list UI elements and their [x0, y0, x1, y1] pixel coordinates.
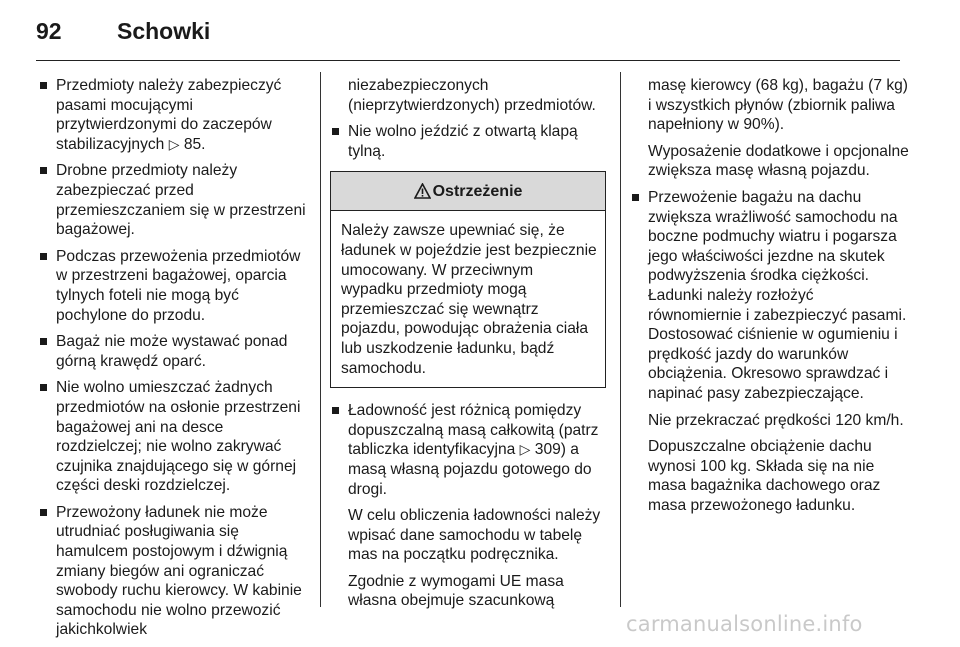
bullet-icon: [632, 194, 639, 201]
continued-text: niezabezpieczonych (nieprzytwierdzonych) przedmiotów.: [348, 77, 596, 114]
page-number: 92: [36, 17, 62, 44]
paragraph: Dopuszczalne obciążenie dachu wynosi 100 kg. Składa się na nie masa bagażnika dachowego oraz masa przewożonego ładunku.: [648, 438, 881, 514]
list-item: Ładowność jest różnicą pomiędzy dopuszczalną masą całkowitą (patrz tabliczka identyfikacyjna ▷ 309) a masą własną pojazdu gotowego do drogi.: [330, 401, 606, 499]
column-1: [38, 76, 308, 647]
page-reference-icon: ▷: [168, 135, 180, 152]
bullet-icon: [332, 407, 339, 414]
page-title: Schowki: [117, 17, 211, 44]
bullet-icon: [40, 384, 47, 391]
warning-box: [330, 171, 606, 388]
page-reference-icon: ▷: [519, 441, 531, 458]
warning-header: [331, 172, 605, 211]
paragraph: Zgodnie z wymogami UE masa własna obejmuje szacunkową: [348, 572, 564, 610]
header-rule: [36, 60, 900, 61]
bullet-icon: [40, 82, 47, 89]
warning-title: Ostrzeżenie: [432, 182, 523, 200]
bullet-icon: [40, 338, 47, 345]
list-item: Nie wolno umieszczać żadnych przedmiotów na osłonie przestrzeni bagażowej ani na desce rozdzielczej; nie wolno zakrywać czujnika znajdującego się w górnej części deski rozdzielczej.: [38, 378, 308, 496]
page-header: [36, 10, 210, 52]
paragraph: Nie przekraczać prędkości 120 km/h.: [648, 411, 904, 429]
list-item: Bagaż nie może wystawać ponad górną krawędź oparć.: [38, 332, 308, 371]
paragraph: Wyposażenie dodatkowe i opcjonalne zwiększa masę własną pojazdu.: [648, 142, 909, 180]
bullet-icon: [332, 128, 339, 135]
column-2: [330, 76, 606, 618]
list-item: Nie wolno jeździć z otwartą klapą tylną.: [330, 122, 606, 161]
warning-text: Należy zawsze upewniać się, że ładunek w pojeździe jest bezpiecznie umocowany. W przeciwnym wypadku przedmioty mogą przemieszczać się wewnątrz pojazdu, powodując obrażenia ciała lub uszkodzenie ładunku, bądź samochodu.: [341, 222, 597, 377]
list-item: Podczas przewożenia przedmiotów w przestrzeni bagażowej, oparcia tylnych foteli nie mogą być pochylone do przodu.: [38, 247, 308, 325]
list-item: Drobne przedmioty należy zabezpieczać przed przemieszczaniem się w przestrzeni bagażowej.: [38, 161, 308, 239]
warning-triangle-icon: [414, 183, 431, 199]
column-divider-2: [620, 72, 621, 607]
continued-text: masę kierowcy (68 kg), bagażu (7 kg) i wszystkich płynów (zbiornik paliwa napełniony w 90%).: [648, 77, 908, 134]
column-3: [630, 76, 910, 522]
list-item: Przedmioty należy zabezpieczyć pasami mocującymi przytwierdzonymi do zaczepów stabilizacyjnych ▷ 85.: [38, 76, 308, 154]
bullet-icon: [40, 253, 47, 260]
bullet-icon: [40, 509, 47, 516]
column-divider-1: [320, 72, 321, 607]
watermark: carmanualsonline.info: [626, 612, 863, 636]
list-item: Przewożenie bagażu na dachu zwiększa wrażliwość samochodu na boczne podmuchy wiatru i pogarsza jego właściwości jezdne na skutek podwyższenia środka ciężkości. Ładunki należy rozłożyć równomiernie i zabezpieczyć pasami. Dostosować ciśnienie w ogumieniu i prędkość jazdy do warunków obciążenia. Okresowo sprawdzać i napinać pasy zabezpieczające.: [630, 188, 910, 404]
bullet-icon: [40, 167, 47, 174]
paragraph: W celu obliczenia ładowności należy wpisać dane samochodu w tabelę mas na początku podręcznika.: [348, 507, 601, 564]
list-item: Przewożony ładunek nie może utrudniać posługiwania się hamulcem postojowym i dźwignią zmiany biegów ani ograniczać swobody ruchu kierowcy. W kabinie samochodu nie wolno przewozić jakichkolwiek: [38, 503, 308, 640]
